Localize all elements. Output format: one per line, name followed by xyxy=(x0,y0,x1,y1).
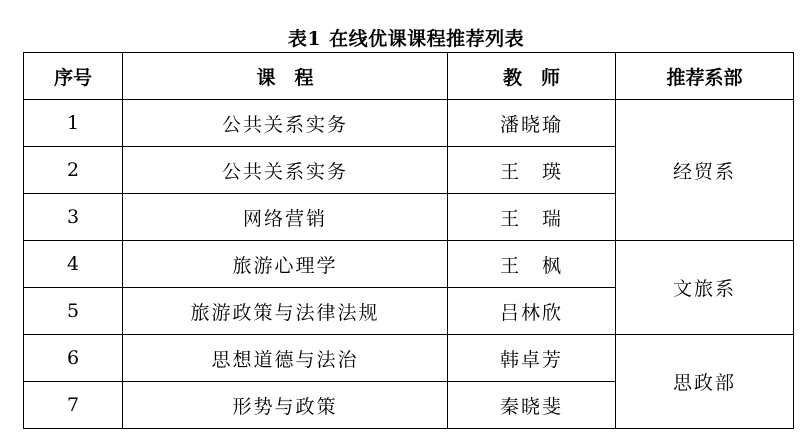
header-row xyxy=(24,53,794,100)
table-row xyxy=(24,241,794,288)
cell-number: 4 xyxy=(24,241,123,288)
cell-number: 5 xyxy=(24,288,123,335)
cell-teacher: 潘晓瑜 xyxy=(448,100,616,147)
cell-course: 旅游心理学 xyxy=(123,241,448,288)
cell-teacher: 王 瑛 xyxy=(448,147,616,194)
course-table xyxy=(23,52,794,429)
cell-teacher: 王 瑞 xyxy=(448,194,616,241)
header-teacher: 教 师 xyxy=(448,53,616,100)
cell-teacher: 韩卓芳 xyxy=(448,335,616,382)
header-number: 序号 xyxy=(24,53,123,100)
cell-teacher: 吕林欣 xyxy=(448,288,616,335)
table-row xyxy=(24,100,794,147)
table-title: 在线优课课程推荐列表 xyxy=(329,28,525,50)
table-row xyxy=(24,335,794,382)
cell-number: 2 xyxy=(24,147,123,194)
cell-number: 3 xyxy=(24,194,123,241)
cell-course: 思想道德与法治 xyxy=(123,335,448,382)
table-caption xyxy=(0,24,812,51)
cell-number: 1 xyxy=(24,100,123,147)
cell-course: 旅游政策与法律法规 xyxy=(123,288,448,335)
header-department: 推荐系部 xyxy=(616,53,794,100)
header-course: 课 程 xyxy=(123,53,448,100)
cell-course: 公共关系实务 xyxy=(123,100,448,147)
cell-course: 网络营销 xyxy=(123,194,448,241)
cell-department: 文旅系 xyxy=(616,241,794,335)
cell-teacher: 秦晓斐 xyxy=(448,382,616,429)
table-number: 表1 xyxy=(287,28,322,50)
cell-number: 7 xyxy=(24,382,123,429)
cell-number: 6 xyxy=(24,335,123,382)
cell-course: 形势与政策 xyxy=(123,382,448,429)
cell-course: 公共关系实务 xyxy=(123,147,448,194)
cell-teacher: 王 枫 xyxy=(448,241,616,288)
cell-department: 思政部 xyxy=(616,335,794,429)
cell-department: 经贸系 xyxy=(616,100,794,241)
